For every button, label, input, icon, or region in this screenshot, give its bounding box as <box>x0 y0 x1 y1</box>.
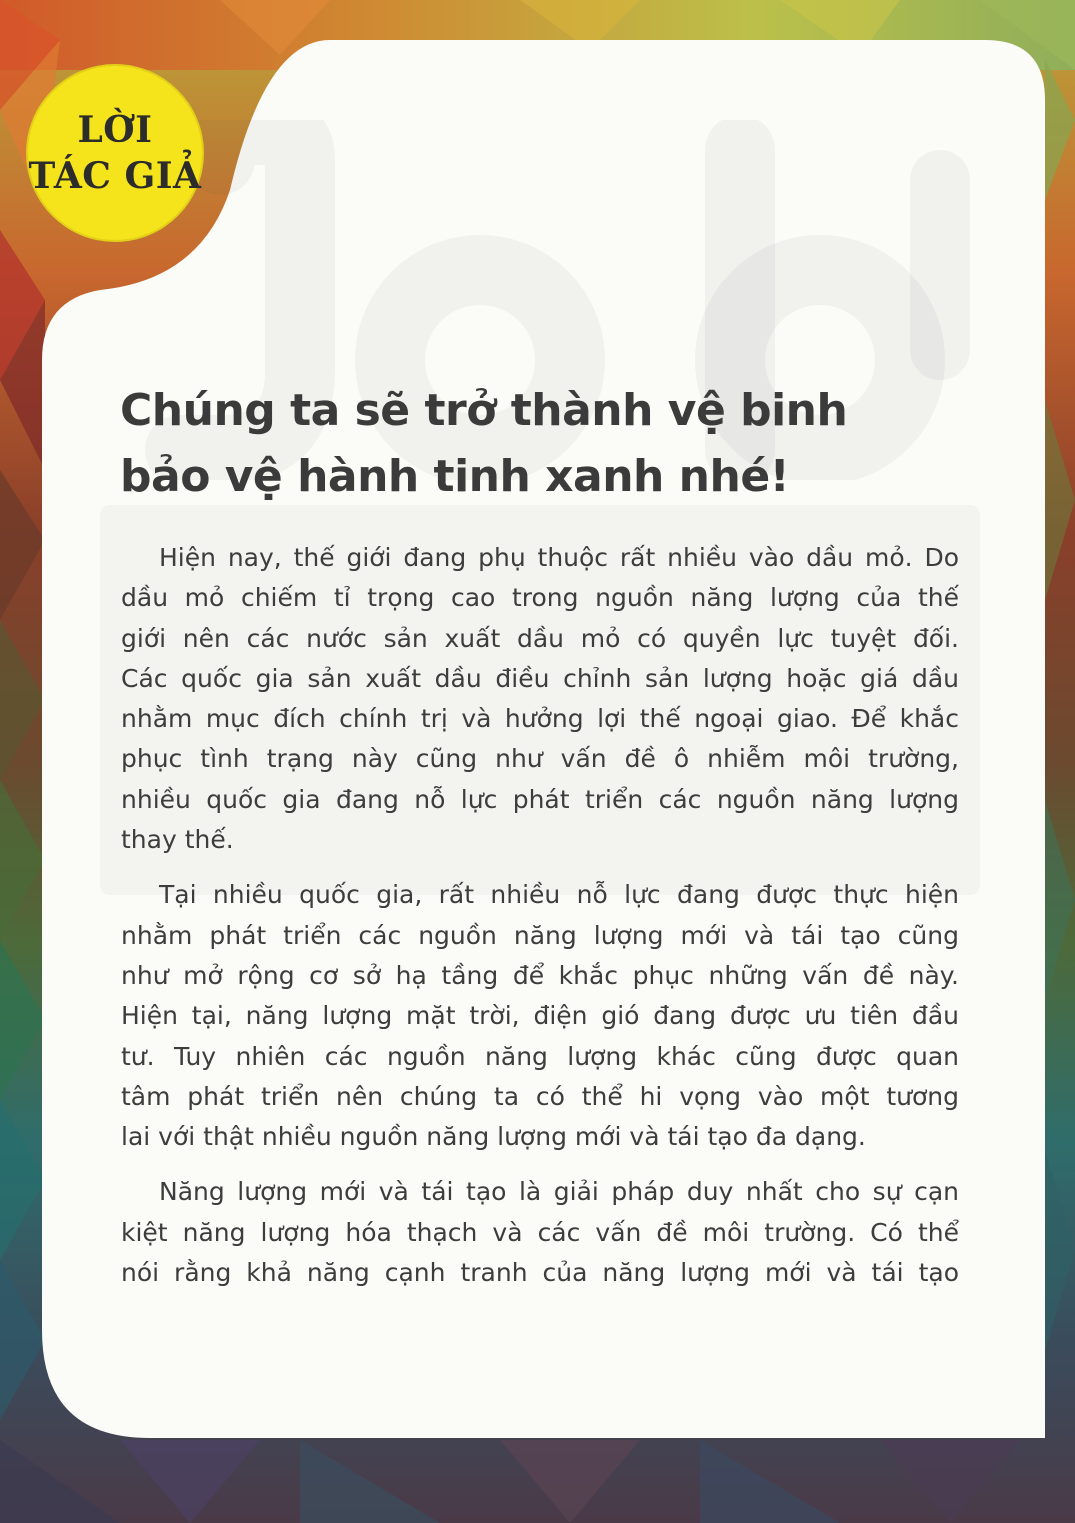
text-line: tư. Tuy nhiên các nguồn năng lượng khác cũng được quan <box>121 1041 959 1071</box>
paragraph-3 <box>121 1172 959 1293</box>
text-line: nhằm mục đích chính trị và hưởng lợi thế ngoại giao. Để khắc <box>121 704 959 734</box>
paragraph-2 <box>121 875 959 1157</box>
text-line: dầu mỏ chiếm tỉ trọng cao trong nguồn năng lượng của thế <box>121 583 959 613</box>
text-line: nhằm phát triển các nguồn năng lượng mới và tái tạo cũng <box>121 920 959 950</box>
text-line: Hiện nay, thế giới đang phụ thuộc rất nhiều vào dầu mỏ. Do <box>159 543 959 572</box>
text-line: Hiện tại, năng lượng mặt trời, điện gió đang được ưu tiên đầu <box>121 1001 959 1031</box>
badge-line-1: LỜI <box>77 109 153 151</box>
text-line: thay thế. <box>121 825 234 855</box>
text-line: nhiều quốc gia đang nỗ lực phát triển các nguồn năng lượng <box>121 784 959 814</box>
text-line: kiệt năng lượng hóa thạch và các vấn đề môi trường. Có thể <box>121 1217 959 1247</box>
title-line-1: Chúng ta sẽ trở thành vệ binh <box>120 385 848 436</box>
text-line: giới nên các nước sản xuất dầu mỏ có quyền lực tuyệt đối. <box>121 623 959 653</box>
page-title <box>120 378 980 510</box>
text-line: lai với thật nhiều nguồn năng lượng mới và tái tạo đa dạng. <box>121 1122 866 1152</box>
body-text <box>121 538 959 1308</box>
text-line: phục tình trạng này cũng như vấn đề ô nhiễm môi trường, <box>121 744 959 774</box>
badge-line-2: TÁC GIẢ <box>28 155 202 197</box>
text-line: như mở rộng cơ sở hạ tầng để khắc phục những vấn đề này. <box>121 960 959 990</box>
text-line: nói rằng khả năng cạnh tranh của năng lượng mới và tái tạo <box>121 1258 959 1288</box>
text-line: tâm phát triển nên chúng ta có thể hi vọng vào một tương <box>121 1081 959 1111</box>
text-line: Tại nhiều quốc gia, rất nhiều nỗ lực đang được thực hiện <box>159 880 959 910</box>
author-note-badge <box>26 64 204 242</box>
text-line: Các quốc gia sản xuất dầu điều chỉnh sản lượng hoặc giá dầu <box>121 663 959 693</box>
title-line-2: bảo vệ hành tinh xanh nhé! <box>120 451 790 502</box>
paragraph-1 <box>121 538 959 860</box>
text-line: Năng lượng mới và tái tạo là giải pháp duy nhất cho sự cạn <box>159 1177 959 1207</box>
